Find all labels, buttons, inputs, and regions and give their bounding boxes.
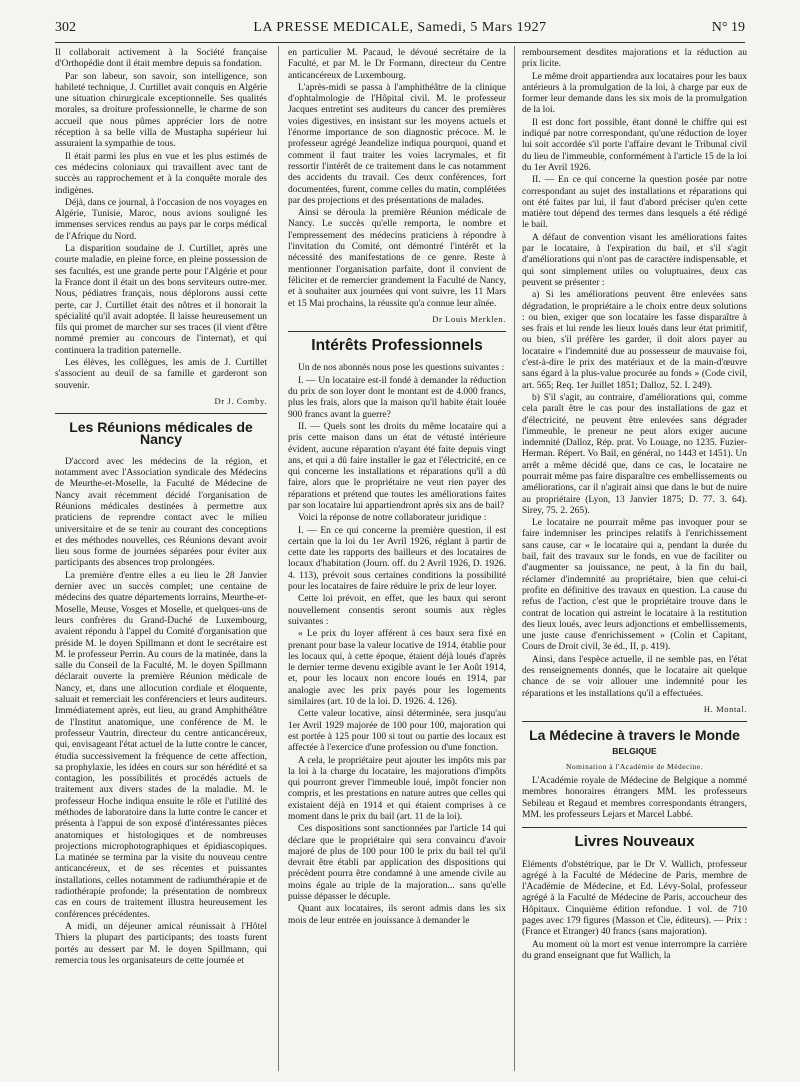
column-1	[55, 48, 267, 968]
paragraph: I. — Un locataire est-il fondé à demander la réduction du prix de son loyer dont le montant est de 4.000 francs, plus les frais, alors que la maison qu'il habite était louée 900 francs avant la guerre?	[288, 375, 506, 420]
section-divider	[288, 331, 506, 332]
column-3	[522, 48, 747, 963]
paragraph: Cette valeur locative, ainsi déterminée, sera jusqu'au 1er Avril 1929 majorée de 100 pour 100, majoration qui est portée à 125 pour 100 si tout ou partie des locaux est affectée à l'exercice d'une profession ou d'une fonction.	[288, 709, 506, 754]
column-divider	[278, 46, 279, 1071]
paragraph: I. — En ce qui concerne la première question, il est certain que la loi du 1er Avril 1926, réglant à partir de cette date les rapports des bailleurs et des locataires de locaux d'habitation (Journ. off. du 2 Avril 1926, D. 1926. 4. 113), prévoit sous certaines conditions la possibilité pour les locataires de faire réduire le prix de leur loyer.	[288, 525, 506, 593]
paragraph: remboursement desdites majorations et la réduction au prix licite.	[522, 48, 747, 70]
paragraph: Par son labeur, son savoir, son intelligence, son habileté technique, J. Curtillet avait conquis en Algérie une situation chirurgicale exceptionnelle. Ses qualités morales, sa droiture professionnelle, le charme de son accueil que nous pûmes apprécier lors de notre réception à sa belle villa de Mustapha supérieur lui assuraient la sympathie de tous.	[55, 71, 267, 150]
section-title-nancy: Les Réunions médicales de Nancy	[69, 419, 253, 447]
paragraph: Il collaborait activement à la Société française d'Orthopédie dont il était membre depuis sa fondation.	[55, 48, 267, 70]
news-subtitle: Nomination à l'Académie de Médecine.	[565, 761, 703, 771]
section-divider	[522, 827, 747, 828]
country-heading: BELGIQUE	[612, 745, 657, 756]
paragraph: L'après-midi se passa à l'amphithéâtre de la clinique d'ophtalmologie de l'Hôpital civil. M. le professeur Jacques entretint ses auditeurs du cancer des premières voies digestives, en insistant sur les moyens actuels et l'énorme importance de son diagnostic précoce. M. le professeur agrégé Jeandelize indiqua pourquoi, quand et comment il faut traiter les voies lacrymales, et fit ressortir l'intérêt de ce traitement dans le cas notamment des accidents du travail. Ces deux conférences, fort documentées, furent, comme celles du matin, complétées par des projections et des présentations de malades.	[288, 82, 506, 206]
paragraph: L'Académie royale de Médecine de Belgique a nommé membres honoraires étrangers MM. les professeurs Sebileau et Regaud et membres correspondants étrangers, MM. les professeurs Lejars et Marcel Labbé.	[522, 776, 747, 820]
section-title-livres: Livres Nouveaux	[574, 833, 695, 851]
signature: Dr Louis Merklen.	[432, 313, 506, 324]
section-divider	[55, 413, 267, 414]
paragraph: A midi, un déjeuner amical réunissait à l'Hôtel Thiers la plupart des participants; des toasts furent portés au dessert par M. le doyen Spillmann, qui remercia tous les organisateurs de cette journée et	[55, 921, 267, 966]
paragraph: Un de nos abonnés nous pose les questions suivantes :	[298, 363, 505, 374]
paragraph: Ainsi se déroula la première Réunion médicale de Nancy. Le succès qu'elle remporta, le nombre et l'empressement des médecins praticiens à répondre à l'invitation du Comité, ont démontré l'intérêt et la nécessité des manifestations de ce genre. Reste à mentionner l'organisation parfaite, dont il convient de féliciter et de remercier grandement la Faculté de Nancy, et à souhaiter aux journées qui vont suivre, les 11 Mars et 15 Mai prochains, la réussite qu'a connue leur aînée.	[288, 208, 506, 309]
paragraph: Les élèves, les collègues, les amis de J. Curtillet s'associent au deuil de sa famille et garderont son souvenir.	[55, 358, 267, 391]
signature: H. Montal.	[703, 703, 747, 714]
paragraph: La disparition soudaine de J. Curtillet, après une courte maladie, en pleine force, en pleine possession de ses facultés, est une grande perte pour l'Algérie et pour la France dont il était un des bons serviteurs outre-mer. Nous, pédiatres français, nous déplorons aussi cette perte, car J. Curtillet était des nôtres et il honorait la spécialité qu'il avait adoptée. Il laisse heureusement un fils qui promet de marcher sur ses traces (il vient d'être nommé premier au concours de l'internat), et qui continuera la tradition paternelle.	[55, 244, 267, 356]
paragraph: La première d'entre elles a eu lieu le 28 Janvier dernier avec un succès complet; une centaine de médecins des quatre départements lorrains, Meurthe-et-Moselle, Meuse, Vosges et Moselle, et quelques-uns de leurs confrères du Grand-Duché de Luxembourg, avaient répondu à l'appel du Comité d'organisation que préside M. le doyen Spillmann et dont le secrétaire est M. le professeur Perrin. Au cours de la matinée, dans la salle du Conseil de la Faculté, M. le doyen Spillmann déclarait ouverte la première Réunion médicale de Nancy, et, dans une allocution cordiale et éloquente, saluait et remerciait les conférenciers et leurs auditeurs. Immédiatement après, eut lieu, au grand Amphithéâtre de l'Institut anatomique, une conférence de M. le professeur Vautrin, directeur du centre anticancéreux, qui, envisageant l'état actuel de la lutte contre le cancer, étudia successivement la fréquence de cette affection, sa prophylaxie, les idées en cours sur son hérédité et sa contagion, les possibilités et procédés actuels de traitement aux divers stades de la maladie. M. le professeur Hoche indiqua ensuite le rôle et l'utilité des méthodes de laboratoire dans la lutte contre le cancer et présenta à l'appui de son exposé d'intéressantes pièces anatomiques et histologiques et de nombreuses projections microphotographiques et épidiascopiques. La matinée se termina par la visite du nouveau centre anticancéreux, et de ses récentes et puissantes installations, celles notamment de radiumthérapie et de radiothérapie profonde; la présentation de nombreux cas en cours de traitement illustra heureusement les conférences précédentes.	[55, 570, 267, 920]
issue-number: N° 19	[711, 20, 745, 35]
paragraph: Ces dispositions sont sanctionnées par l'article 14 qui déclare que le propriétaire qui sera convaincu d'avoir majoré de plus de 100 pour 100 le prix du bail tel qu'il devrait être établi par application des dispositions qui précèdent pourra être condamné à une amende civile au moins égale au triple de la majoration... sans qu'elle puisse dépasser le décuple.	[288, 824, 506, 903]
section-divider	[522, 721, 747, 722]
paragraph: Voici la réponse de notre collaborateur juridique :	[298, 513, 487, 524]
paragraph: Le locataire ne pourrait même pas invoquer pour se faire indemniser les principes relatifs à l'enrichissement sans cause, car « le locataire qui a, pendant la durée du bail, fait des travaux sur le fonds, en vue de faciliter ou d'augmenter sa jouissance, ne peut, à la fin du bail, réclamer d'indemnité au propriétaire, bien que celui-ci profite en définitive des travaux en question. La cause du refus de l'action, c'est que le propriétaire trouve dans le contrat de location qui astreint le locataire à la restitution des lieux loués, avec leurs adjonctions et embellissements, une juste cause d'enrichissement » (Colin et Capitant, Cours de Droit civil, 3e éd., II, p. 419).	[522, 518, 747, 653]
paragraph: Déjà, dans ce journal, à l'occasion de nos voyages en Algérie, Tunisie, Maroc, nous avions souligné les immenses services rendus au pays par le corps médical de l'Afrique du Nord.	[55, 197, 267, 242]
column-divider	[514, 46, 515, 1071]
section-title-medecine-monde: La Médecine à travers le Monde	[529, 727, 740, 744]
page-number: 302	[55, 20, 76, 35]
header-rule	[55, 42, 745, 43]
paragraph: b) S'il s'agit, au contraire, d'améliorations qui, comme cela paraît être le cas pour des installations de gaz et d'électricité, ne peuvent être enlevées sans dégrader l'immeuble, le preneur ne peut alors exiger aucune indemnité (Dalloz, Rép. prat. Vo Louage, no 1235. Fuzier-Herman. Répert. Vo Bail, en général, no 1443 et 1451). Un arrêt a même décidé que, dans ce cas, le locataire ne pourrait même pas faire disparaître ces embellissements ou améliorations, car il n'agirait ainsi que dans le but de nuire au propriétaire (Lyon, 13 Janvier 1875; D. 77. 3. 64). Sirey, 75. 2. 265).	[522, 392, 747, 516]
paragraph: II. — En ce qui concerne la question posée par notre correspondant au sujet des installations et réparations qui ont été faites par lui, il faut d'abord préciser qu'en cette matière tout dépend des termes dans lesquels a été rédigé le bail.	[522, 175, 747, 231]
section-title-interets: Intérêts Professionnels	[311, 337, 483, 355]
paragraph: D'accord avec les médecins de la région, et notamment avec l'Association syndicale des Médecins de Meurthe-et-Moselle, la Faculté de Médecine de Nancy avait récemment décidé l'organisation de Réunions médicales destinées à permettre aux praticiens de reprendre contact avec le milieu universitaire et de se tenir au courant des conceptions et des méthodes nouvelles, ces Réunions devant avoir lieu sous forme de journées séparées pour éviter aux participants des absences trop prolongées.	[55, 456, 267, 569]
paragraph: a) Si les améliorations peuvent être enlevées sans dégradation, le propriétaire a le choix entre deux solutions : ou bien, exiger que son locataire les fasse disparaître à ses frais et lui rende les lieux loués dans leur état primitif, ou bien, s'il préfère les garder, il doit alors payer au locataire « l'indemnité due au possesseur de mauvaise foi, c'est-à-dire le prix des matériaux et de la main-d'œuvre sans égard à la plus-value procurée au fonds » (Code civil, art. 565; Req. 1er Juillet 1851; Dalloz, 52. I. 249).	[522, 290, 747, 391]
paragraph: Quant aux locataires, ils seront admis dans les six mois de leur entrée en jouissance à demander le	[288, 904, 506, 926]
signature: Dr J. Comby.	[214, 395, 267, 406]
paragraph: A défaut de convention visant les améliorations faites par le locataire, à l'expiration du bail, et s'il s'agit d'améliorations qui n'ont pas de caractère indispensable, et qui sont simplement utiles ou voluptuaires, deux cas peuvent se présenter :	[522, 232, 747, 288]
paragraph: Le même droit appartiendra aux locataires pour les baux antérieurs à la promulgation de la loi, à charge par eux de former leur demande dans les six mois de la promulgation de la loi.	[522, 71, 747, 116]
journal-title: LA PRESSE MEDICALE, Samedi, 5 Mars 1927	[253, 20, 547, 35]
paragraph: Au moment où la mort est venue interrompre la carrière du grand enseignant que fut Wallich, la	[522, 939, 747, 961]
paragraph: Il était parmi les plus en vue et les plus estimés de ces médecins coloniaux qui travaillent avec tant de succès au rapprochement et à la conquête morale des indigènes.	[55, 151, 267, 196]
book-entry: Eléments d'obstétrique, par le Dr V. Wallich, professeur agrégé à la Faculté de Médecine de Paris, membre de l'Académie de Médecine, et Ed. Lévy-Solal, professeur agrégé à la Faculté de Médecine de Paris, accoucheur des Hôpitaux. Cinquième édition refondue. 1 vol. de 710 pages avec 179 figures (Masson et Cie, éditeurs). — Prix : (France et Etranger) 40 francs (sans majoration).	[522, 859, 747, 938]
page-header	[55, 20, 745, 40]
paragraph: Ainsi, dans l'espèce actuelle, il ne semble pas, en l'état des renseignements donnés, que le locataire ait quelque chance de se voir allouer une indemnité pour les réparations et les installations qu'il a effectuées.	[522, 654, 747, 699]
paragraph: en particulier M. Pacaud, le dévoué secrétaire de la Faculté, et par M. le Dr Formann, directeur du Centre anticancéreux de Luxembourg.	[288, 48, 506, 81]
paragraph: « Le prix du loyer afférent à ces baux sera fixé en prenant pour base la valeur locative de 1914, établie pour les locaux qui, à cette époque, étaient déjà loués d'après le dernier terme devenu exigible avant le 1er Août 1914, et, pour les locaux non encore loués en 1914, par analogie avec les prix payés pour les logements similaires (art. 10 de la loi. D. 1926. 4. 126).	[288, 629, 506, 708]
paragraph: Cette loi prévoit, en effet, que les baux qui seront nouvellement consentis seront soumis aux règles suivantes :	[288, 594, 506, 627]
paragraph: A cela, le propriétaire peut ajouter les impôts mis par la loi à la charge du locataire, les majorations d'impôts qui pourront grever l'immeuble loué, impôt foncier non compris, et les prestations en nature autres que celles qui existaient déjà en 1914 et qui étaient comprises à ce moment dans le prix du bail (art. 11 de la loi).	[288, 755, 506, 822]
paragraph: Il est donc fort possible, étant donné le chiffre qui est indiqué par notre correspondant, qu'une réduction de loyer lui soit accordée s'il porte l'affaire devant le Tribunal civil du lieu de l'immeuble, conformément à l'article 15 de la loi du 1er Avril 1926.	[522, 117, 747, 173]
paragraph: II. — Quels sont les droits du même locataire qui a pris cette maison dans un état de vétusté intérieure évident, aucune réparation n'ayant été faite depuis vingt ans, et qui a dû faire installer le gaz et l'électricité, en ce qui concerne les installations et réparations qu'il a dû faire, alors que le propriétaire ne veut rien payer des réparations et prétend que toutes les améliorations faites par son locataire lui appartiendront après six ans de bail?	[288, 421, 506, 511]
column-2	[288, 48, 506, 928]
